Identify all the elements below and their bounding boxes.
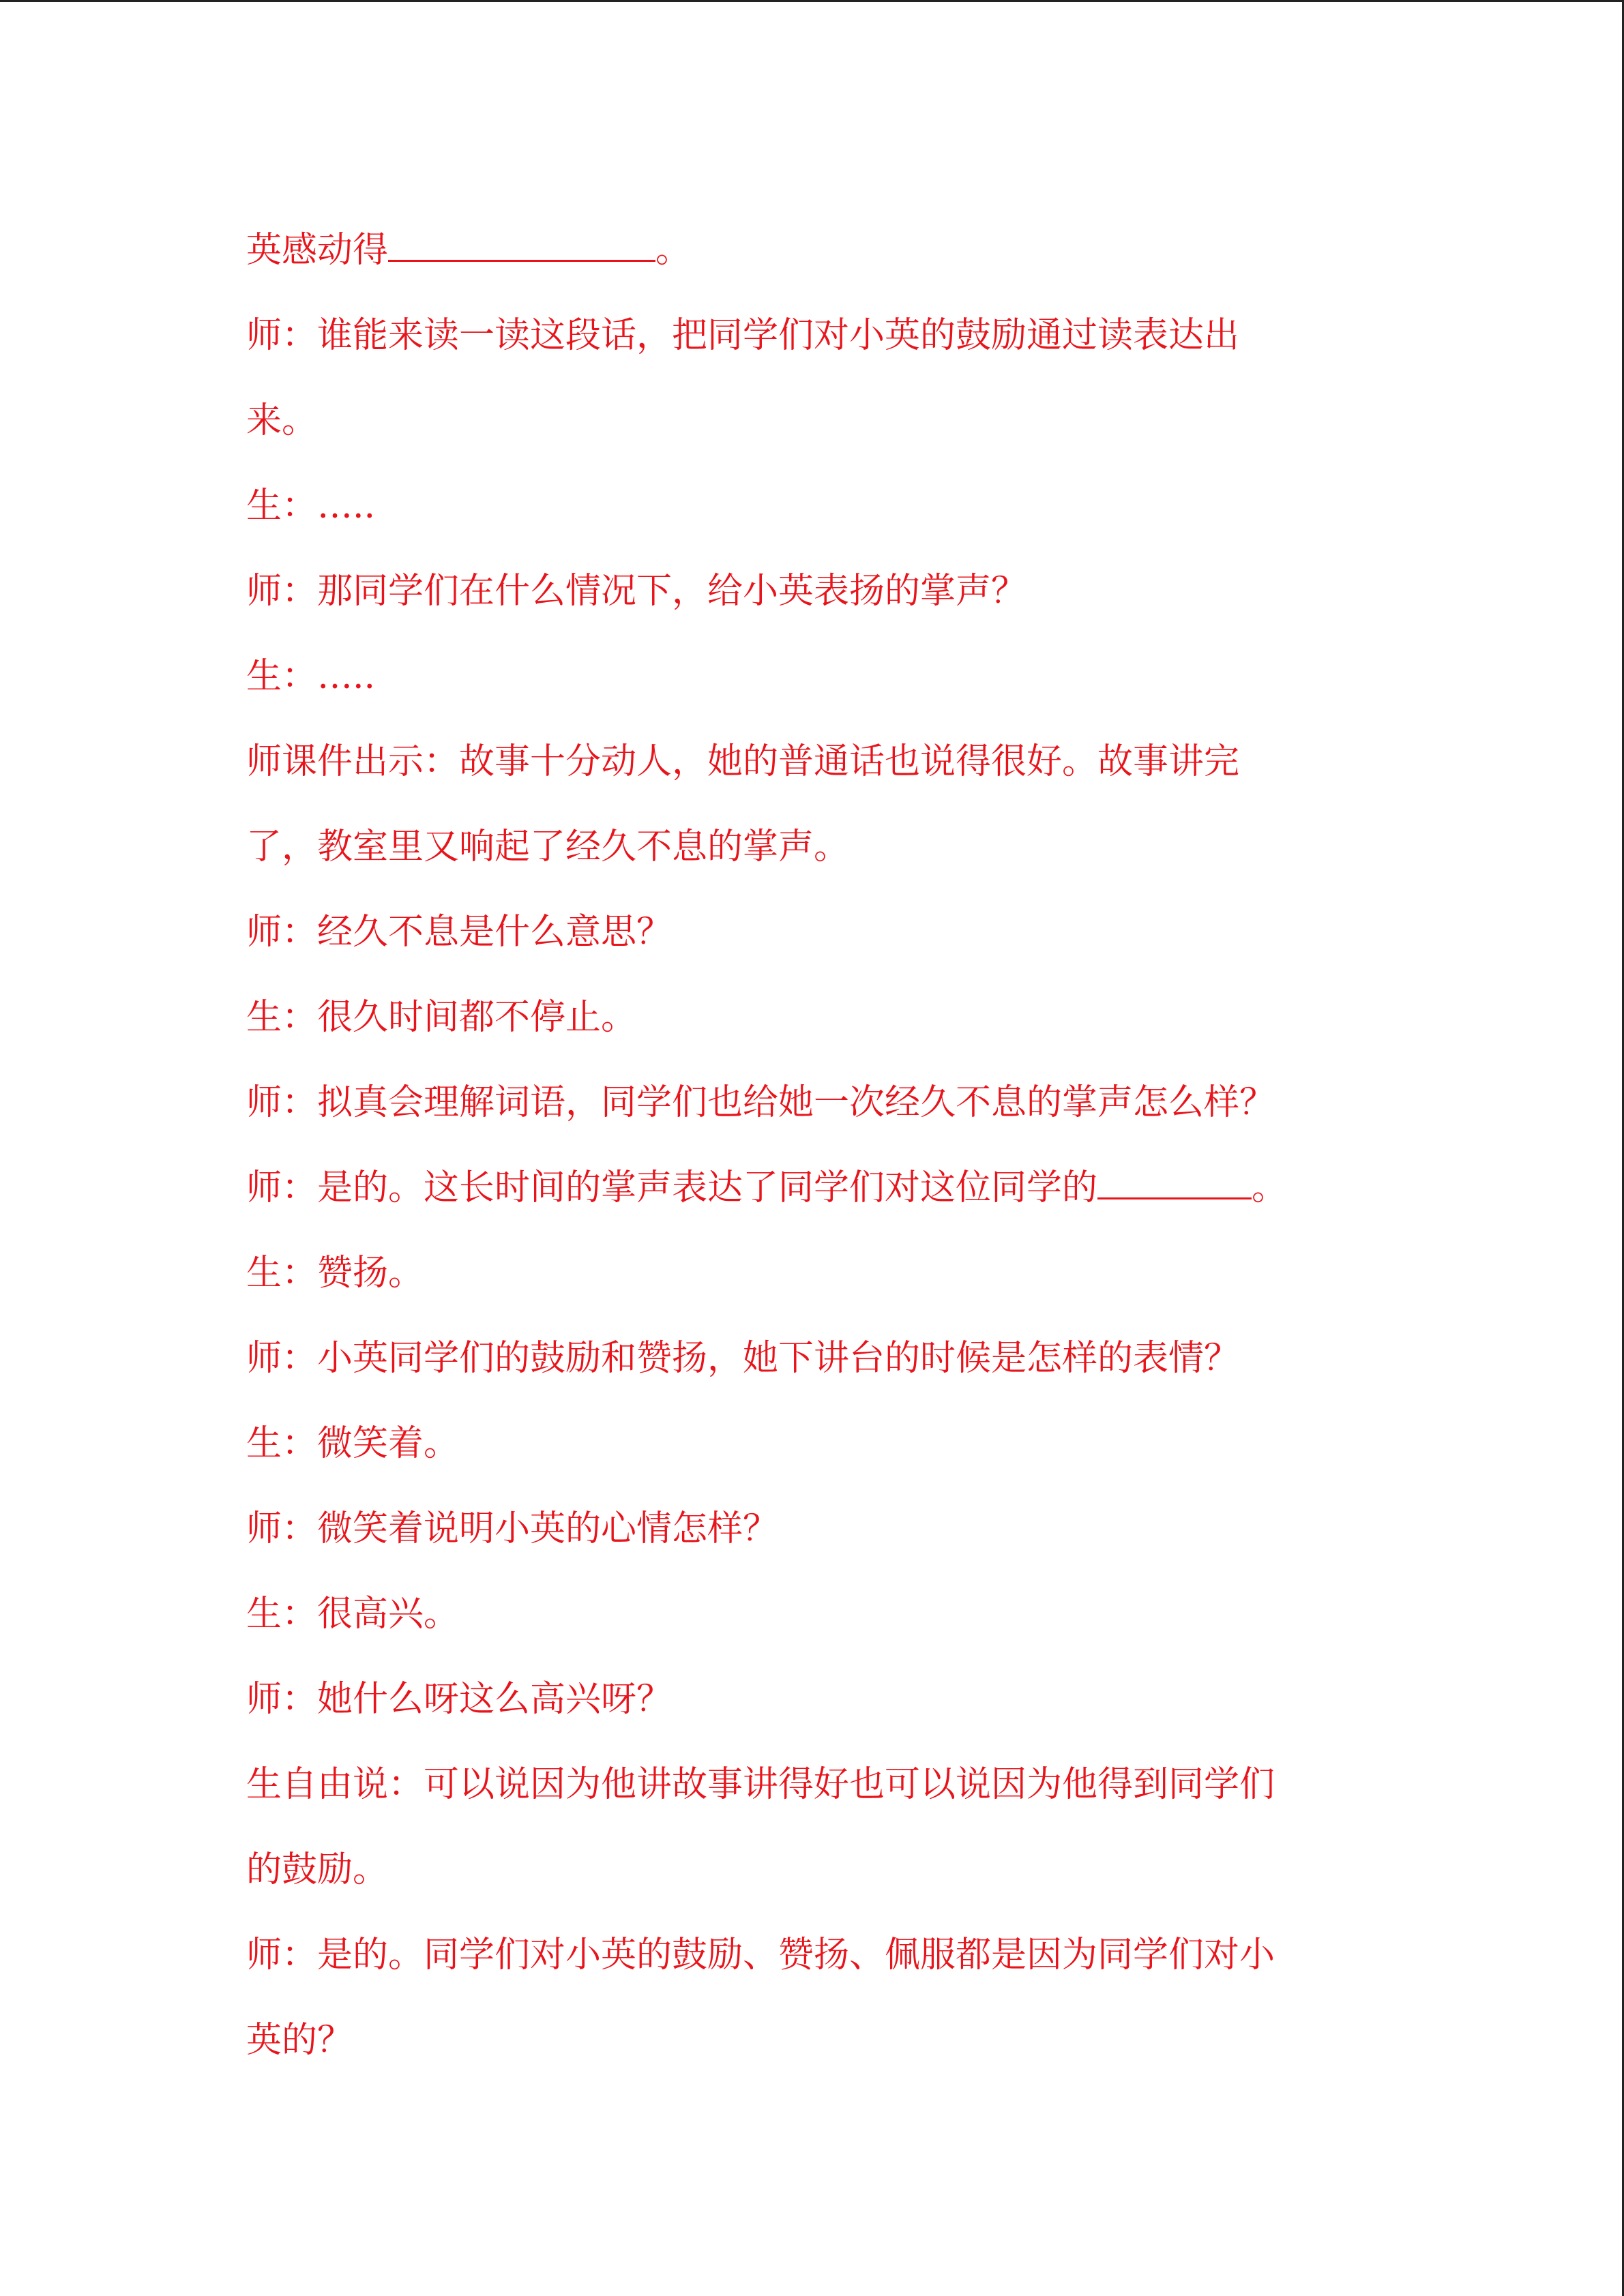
text-line: 了，教室里又响起了经久不息的掌声。 (246, 826, 850, 867)
line-text: 。 (1252, 1167, 1288, 1208)
fill-in-blank (1097, 1162, 1252, 1199)
text-line: 师：微笑着说明小英的心情怎样？ (246, 1508, 779, 1549)
text-line: 来。 (246, 400, 318, 441)
text-line (246, 1146, 1372, 1231)
text-line: 的鼓励。 (246, 1849, 389, 1890)
line-text: 师：是的。这长时间的掌声表达了同学们对这位同学的 (246, 1167, 1098, 1208)
text-line: 师：她什么呀这么高兴呀？ (246, 1679, 673, 1720)
page-top-border (0, 0, 1624, 2)
line-text: 。 (655, 230, 692, 271)
text-line: 师：经久不息是什么意思？ (246, 912, 673, 953)
text-line: 生：很久时间都不停止。 (246, 997, 637, 1038)
text-line: 生：很高兴。 (246, 1594, 460, 1635)
text-line: 师：是的。同学们对小英的鼓励、赞扬、佩服都是因为同学们对小 (246, 1935, 1275, 1976)
text-line: 师：谁能来读一读这段话，把同学们对小英的鼓励通过读表达出 (246, 315, 1240, 356)
text-line: 生自由说：可以说因为他讲故事讲得好也可以说因为他得到同学们 (246, 1764, 1275, 1805)
text-line (246, 208, 1372, 293)
text-line: 师：拟真会理解词语，同学们也给她一次经久不息的掌声怎么样？ (246, 1082, 1275, 1123)
document-body (246, 208, 1372, 2083)
text-line: 师：那同学们在什么情况下，给小英表扬的掌声？ (246, 571, 1027, 612)
text-line: 英的？ (246, 2020, 353, 2061)
text-line: 生：….. (246, 486, 376, 526)
text-line: 师：小英同学们的鼓励和赞扬，她下讲台的时候是怎样的表情？ (246, 1338, 1240, 1379)
fill-in-blank (388, 224, 655, 262)
text-line: 生：….. (246, 656, 376, 697)
text-line: 师课件出示：故事十分动人，她的普通话也说得很好。故事讲完 (246, 741, 1240, 782)
text-line: 生：微笑着。 (246, 1423, 460, 1464)
text-line: 生：赞扬。 (246, 1253, 424, 1294)
line-text: 英感动得 (246, 230, 389, 271)
